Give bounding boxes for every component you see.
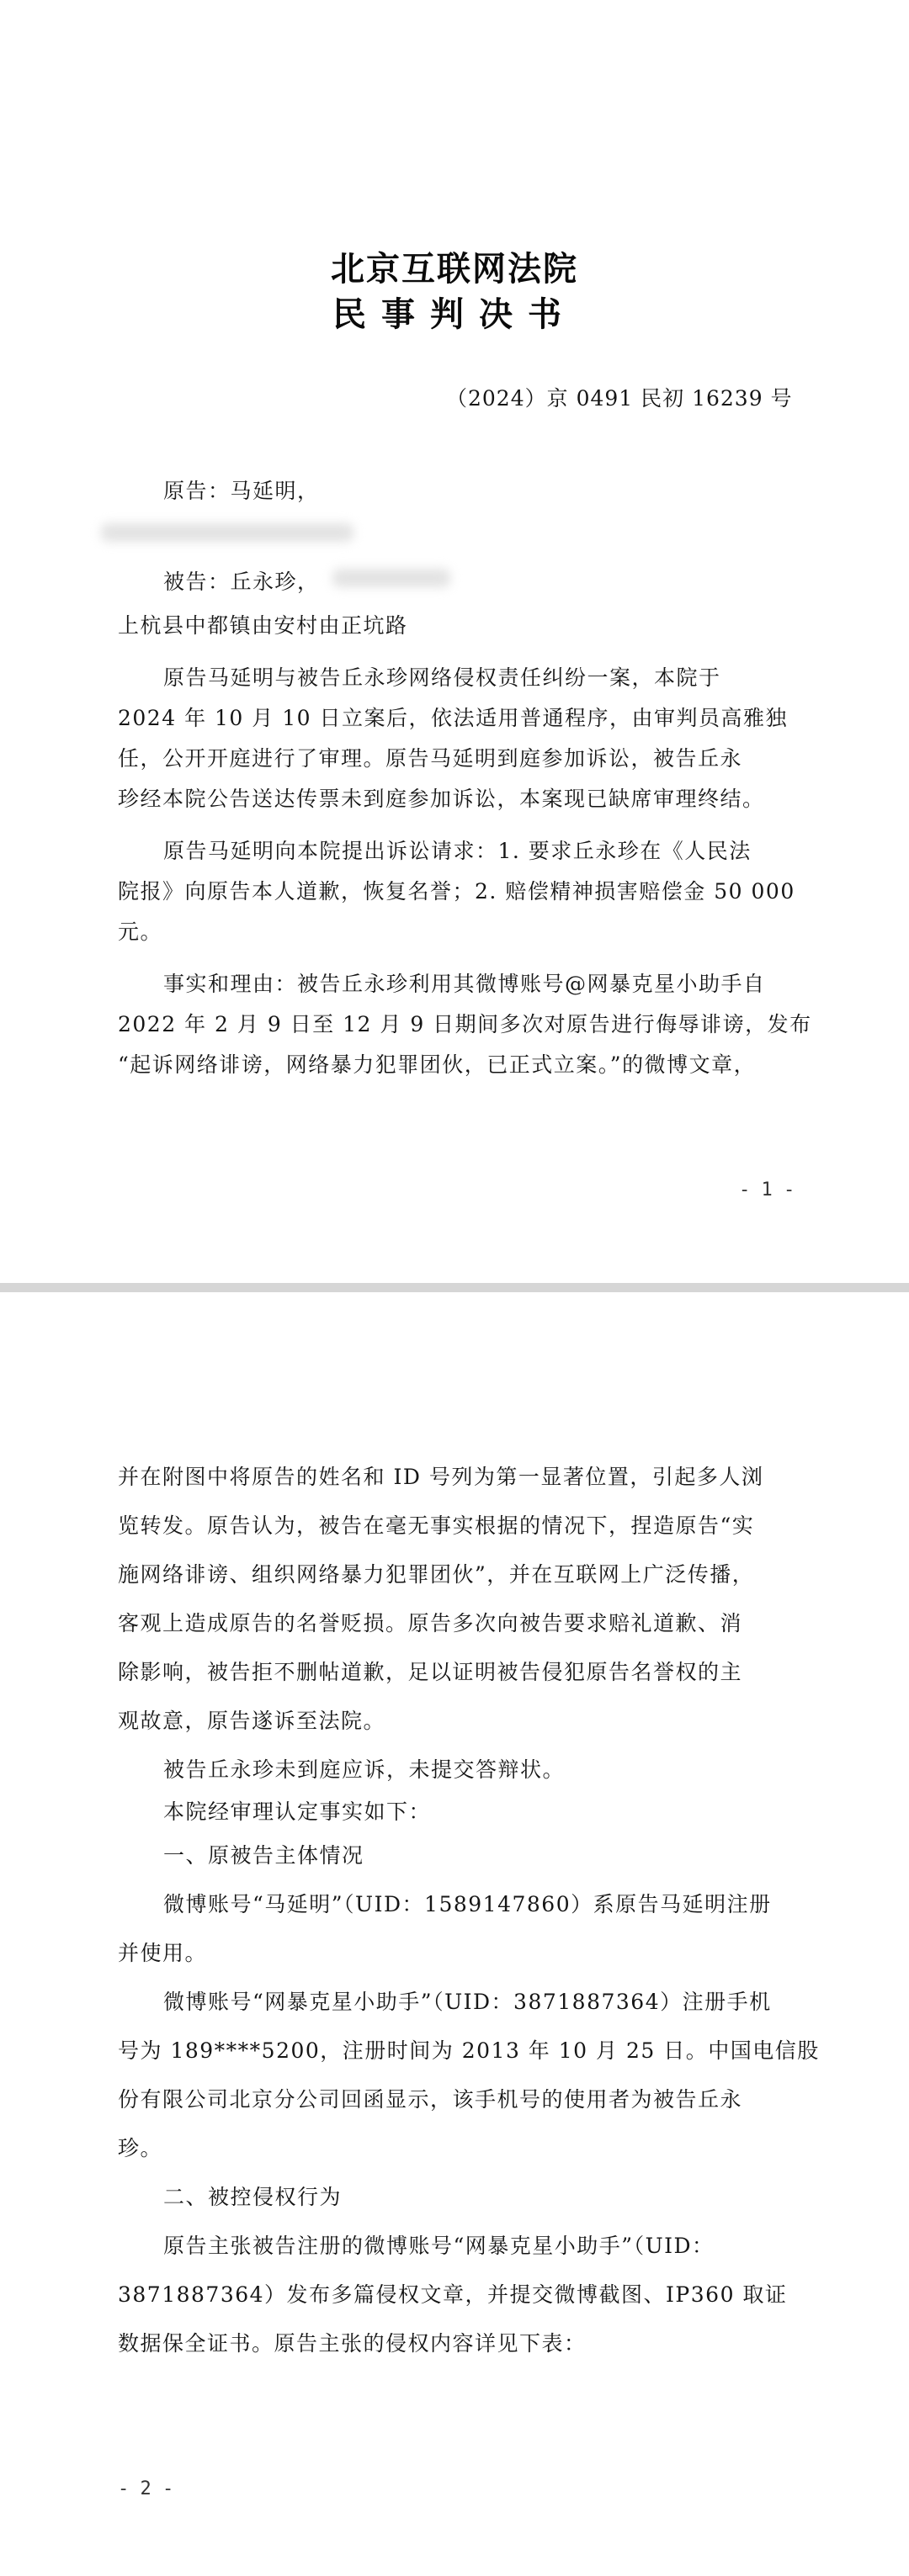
paragraph-line: 份有限公司北京分公司回函显示，该手机号的使用者为被告丘永	[118, 2087, 743, 2112]
paragraph-line: 原告主张被告注册的微博账号“网暴克星小助手”（UID：	[163, 2234, 715, 2258]
case-number: （2024）京 0491 民初 16239 号	[446, 386, 793, 411]
document-type-title: 民事判决书	[332, 295, 577, 334]
paragraph-line: 微博账号“马延明”（UID：1589147860）系原告马延明注册	[163, 1892, 772, 1916]
paragraph-line: 原告马延明向本院提出诉讼请求：1. 要求丘永珍在《人民法	[163, 839, 752, 863]
paragraph-line: 原告马延明与被告丘永珍网络侵权责任纠纷一案，本院于	[163, 665, 721, 690]
defendant-address-line: 上杭县中都镇由安村由正坑路	[118, 613, 408, 638]
paragraph-line: 并使用。	[118, 1941, 208, 1965]
paragraph-line: 元。	[118, 920, 163, 944]
paragraph-line: 除影响，被告拒不删帖道歉，足以证明被告侵犯原告名誉权的主	[118, 1660, 743, 1684]
paragraph-line: 任，公开开庭进行了审理。原告马延明到庭参加诉讼，被告丘永	[118, 746, 743, 771]
judgment-page-1	[0, 0, 909, 1283]
section-heading: 一、原被告主体情况	[163, 1843, 364, 1868]
paragraph-line: 本院经审理认定事实如下：	[163, 1799, 432, 1824]
section-heading: 二、被控侵权行为	[163, 2185, 343, 2209]
paragraph-line: 览转发。原告认为，被告在毫无事实根据的情况下，捏造原告“实	[118, 1513, 755, 1538]
court-name: 北京互联网法院	[331, 250, 578, 289]
page-separator	[0, 1283, 909, 1292]
defendant-line: 被告：丘永珍，	[163, 570, 320, 594]
redacted-defendant-info	[332, 569, 450, 587]
redacted-plaintiff-address	[101, 523, 354, 542]
paragraph-line: 2024 年 10 月 10 日立案后，依法适用普通程序，由审判员高雅独	[118, 706, 788, 730]
page-number: - 2 -	[118, 2478, 174, 2499]
paragraph-line: “起诉网络诽谤，网络暴力犯罪团伙，已正式立案。”的微博文章，	[118, 1052, 757, 1077]
paragraph-line: 号为 189****5200，注册时间为 2013 年 10 月 25 日。中国电信股	[118, 2038, 820, 2063]
paragraph-line: 施网络诽谤、组织网络暴力犯罪团伙”，并在互联网上广泛传播，	[118, 1562, 755, 1587]
paragraph-line: 3871887364）发布多篇侵权文章，并提交微博截图、IP360 取证	[118, 2282, 788, 2307]
paragraph-line: 珍经本院公告送达传票未到庭参加诉讼，本案现已缺席审理终结。	[118, 787, 765, 811]
judgment-page-2	[0, 1292, 909, 2576]
paragraph-line: 被告丘永珍未到庭应诉，未提交答辩状。	[163, 1757, 566, 1782]
paragraph-line: 客观上造成原告的名誉贬损。原告多次向被告要求赔礼道歉、消	[118, 1611, 743, 1635]
paragraph-line: 院报》向原告本人道歉，恢复名誉；2. 赔偿精神损害赔偿金 50 000	[118, 879, 795, 904]
paragraph-line: 观故意，原告遂诉至法院。	[118, 1709, 386, 1733]
paragraph-line: 2022 年 2 月 9 日至 12 月 9 日期间多次对原告进行侮辱诽谤，发布	[118, 1012, 812, 1036]
paragraph-line: 珍。	[118, 2136, 163, 2160]
paragraph-line: 并在附图中将原告的姓名和 ID 号列为第一显著位置，引起多人浏	[118, 1465, 764, 1489]
paragraph-line: 微博账号“网暴克星小助手”（UID：3871887364）注册手机	[163, 1990, 772, 2014]
plaintiff-line: 原告：马延明，	[163, 479, 320, 503]
page-number: - 1 -	[739, 1179, 795, 1201]
paragraph-line: 数据保全证书。原告主张的侵权内容详见下表：	[118, 2331, 587, 2356]
paragraph-line: 事实和理由：被告丘永珍利用其微博账号@网暴克星小助手自	[163, 972, 766, 996]
